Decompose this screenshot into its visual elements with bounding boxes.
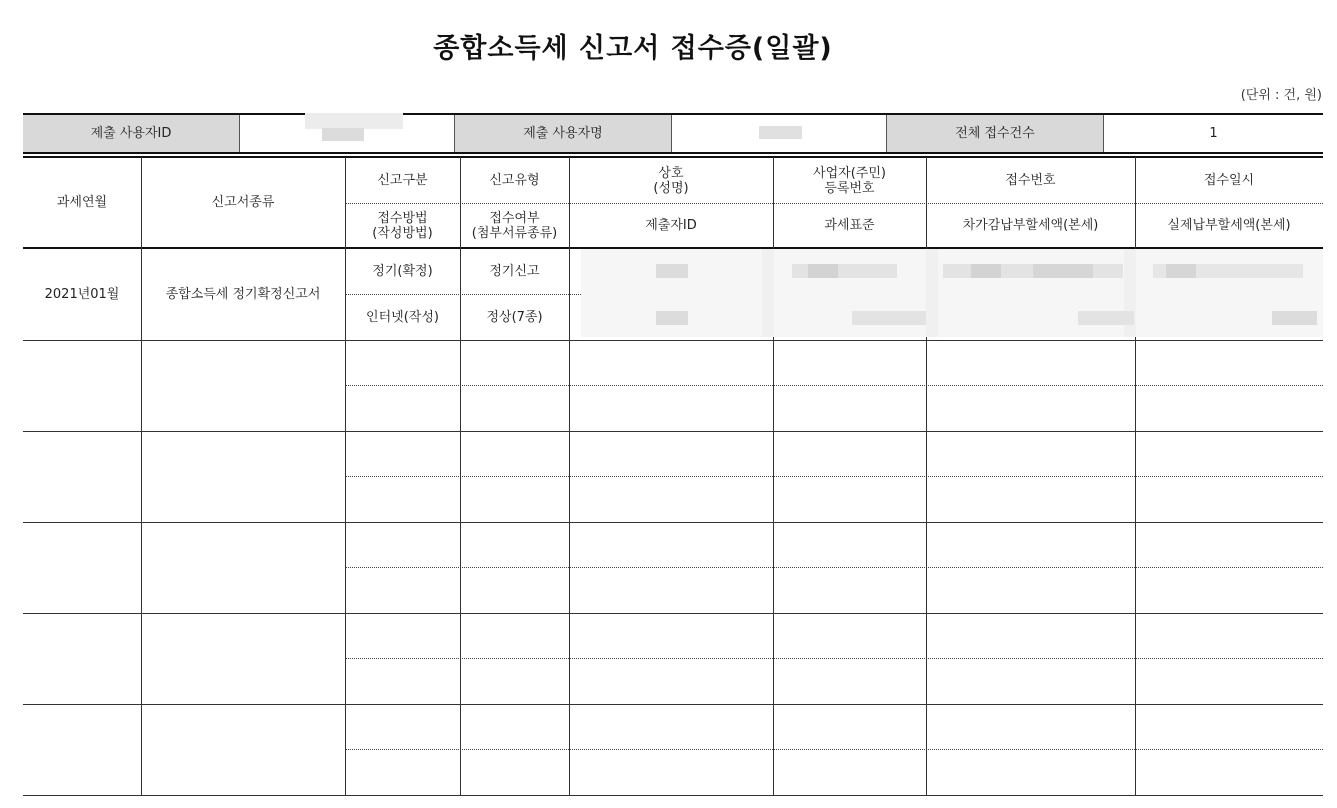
cell-tax-period: 2021년01월	[44, 287, 120, 302]
header-tax-base: 과세표준	[824, 218, 875, 233]
grid-line	[345, 749, 1323, 750]
header-receipt-status: 접수여부 (첨부서류종류)	[471, 210, 558, 241]
user-name-label: 제출 사용자명	[455, 115, 672, 153]
grid-line	[23, 431, 1323, 432]
redacted-block	[808, 264, 838, 278]
grid-line	[23, 795, 1323, 796]
grid-line	[345, 385, 1323, 386]
redacted-area	[581, 249, 1323, 337]
redacted-block	[1166, 264, 1196, 278]
redacted-block	[305, 113, 403, 129]
grid-line	[23, 704, 1323, 705]
redacted-block	[656, 264, 688, 278]
summary-rule	[23, 152, 1323, 154]
header-report-type: 신고유형	[489, 173, 540, 188]
header-form-type: 신고서종류	[211, 195, 275, 210]
grid-line	[345, 658, 1323, 659]
cell-report-category: 정기(확정)	[372, 264, 433, 279]
header-report-category: 신고구분	[377, 173, 428, 188]
cell-receipt-status: 정상(7종)	[486, 310, 543, 325]
user-id-label: 제출 사용자ID	[23, 115, 240, 153]
redacted-block	[1033, 264, 1093, 278]
header-business-name: 상호 (성명)	[653, 165, 689, 196]
grid-line	[345, 567, 1323, 568]
header-receipt-datetime: 접수일시	[1203, 173, 1255, 188]
total-count-label: 전체 접수건수	[887, 115, 1104, 153]
header-receipt-method: 접수방법 (작성방법)	[372, 210, 433, 241]
header-registration-no: 사업자(주민) 등록번호	[813, 165, 886, 196]
summary-row	[23, 113, 1323, 156]
document-title: 종합소득세 신고서 접수증(일괄)	[433, 33, 833, 64]
redacted-block	[852, 311, 926, 325]
redacted-block	[656, 311, 688, 325]
header-receipt-no: 접수번호	[1005, 173, 1056, 188]
total-count-value: 1	[1209, 126, 1218, 141]
redacted-block	[971, 264, 1001, 278]
cell-report-type: 정기신고	[489, 264, 540, 279]
cell-form-type: 종합소득세 정기확정신고서	[165, 287, 321, 302]
grid-line	[345, 476, 1323, 477]
header-tax-period: 과세연월	[56, 195, 108, 210]
redacted-block	[322, 128, 364, 141]
redacted-block	[762, 249, 774, 337]
redacted-block	[1272, 311, 1317, 325]
redacted-block	[1078, 311, 1134, 325]
redacted-block	[926, 249, 938, 337]
grid-line	[23, 522, 1323, 523]
header-net-payable-tax: 차가감납부할세액(본세)	[962, 218, 1099, 233]
grid-line	[23, 340, 1323, 341]
cell-receipt-method: 인터넷(작성)	[366, 310, 439, 325]
grid-line	[569, 157, 570, 795]
header-actual-payable-tax: 실제납부할세액(본세)	[1167, 218, 1291, 233]
unit-note: (단위 : 건, 원)	[1240, 88, 1322, 103]
header-submitter-id: 제출자ID	[645, 218, 697, 233]
redacted-block	[759, 126, 802, 139]
grid-line	[23, 613, 1323, 614]
